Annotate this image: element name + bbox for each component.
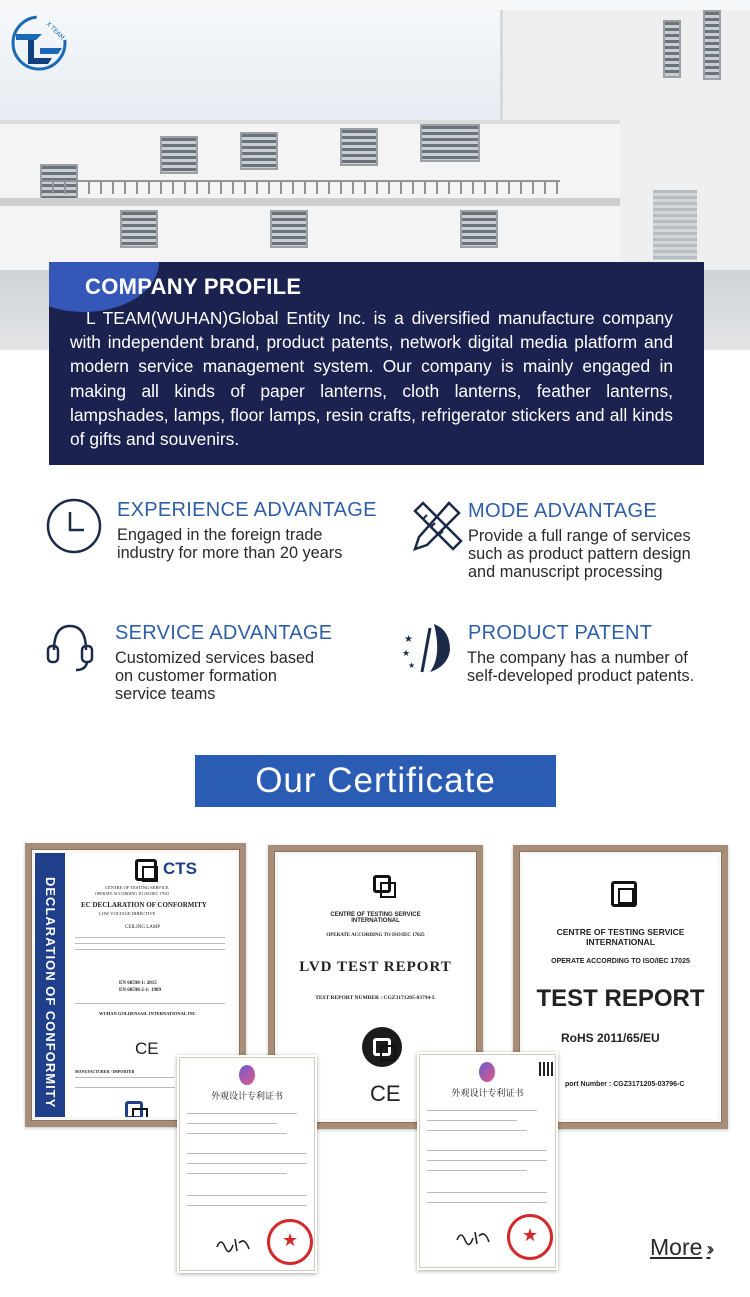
svg-text:X·TEAM: X·TEAM: [44, 20, 66, 42]
cert-title: TEST REPORT: [536, 985, 705, 1012]
cert-title: EC DECLARATION OF CONFORMITY: [81, 901, 207, 909]
text-line: [187, 1163, 307, 1164]
service-advantage: [46, 620, 376, 710]
test-seal: [362, 1027, 402, 1067]
text-line: [75, 1087, 175, 1088]
its-logo: [611, 881, 637, 907]
patent-emblem: [479, 1062, 495, 1082]
advantage-title: MODE ADVANTAGE: [468, 500, 658, 522]
text-line: [427, 1160, 547, 1161]
double-chevron-right-icon: ››: [706, 1239, 711, 1259]
profile-text: L TEAM(WUHAN)Global Entity Inc. is a diversified manufacture company with independent brand, product patents, network digital media platform and modern service management system. Our company is mainly engaged in making all kinds of paper lanterns, cloth lanterns, feather lanterns, lampshades, lamps, floor lamps, resin crafts, refrigerator stickers and all kinds of gifts and souvenirs.: [70, 308, 673, 450]
text-line: [75, 949, 225, 950]
certificate-heading: [195, 755, 556, 807]
building-main: [0, 120, 620, 270]
its-stamp: [125, 1101, 143, 1117]
qr-code: [539, 1062, 553, 1076]
text-line: [427, 1110, 537, 1111]
text-line: [187, 1123, 277, 1124]
advantage-title: EXPERIENCE ADVANTAGE: [117, 499, 377, 521]
svg-text:★: ★: [404, 634, 413, 645]
text-line: [427, 1202, 547, 1203]
balcony-railing: [40, 180, 560, 194]
window: [160, 136, 198, 174]
text-line: [75, 943, 225, 944]
cert-org: CENTRE OF TESTING SERVICE: [105, 885, 169, 890]
cert-report-number: port Number : CGZ3171205-03796-C: [565, 1081, 685, 1088]
profile-title: COMPANY PROFILE: [85, 274, 302, 299]
window: [240, 132, 278, 170]
advantage-title: PRODUCT PATENT: [468, 622, 653, 644]
text-line: [427, 1150, 547, 1151]
declaration-side-band: [35, 853, 65, 1117]
company-logo: [6, 10, 72, 76]
certificate-heading-text: Our Certificate: [255, 761, 496, 800]
product-patent: [400, 620, 740, 700]
window: [340, 128, 378, 166]
floor-slab: [0, 198, 620, 206]
text-line: [187, 1195, 307, 1196]
official-seal: [267, 1219, 313, 1265]
cert-directive: LOW VOLTAGE DIRECTIVE: [99, 911, 156, 916]
patent-certificate-2: [417, 1052, 558, 1270]
window: [703, 10, 721, 80]
experience-advantage: [46, 498, 376, 578]
rolling-shutter: [653, 190, 697, 260]
pencil-ruler-icon: [409, 499, 465, 555]
patent-title: 外观设计专利证书: [451, 1089, 524, 1099]
advantage-desc: Customized services based on customer formation service teams: [115, 649, 315, 703]
patent-certificate-1: [177, 1055, 317, 1273]
cert-company: WUHAN GOLDENSAIL INTERNATIONAL INC: [99, 1011, 197, 1016]
signature: [215, 1235, 251, 1253]
text-line: [187, 1153, 307, 1154]
text-line: [187, 1205, 307, 1206]
patent-emblem: [239, 1065, 255, 1085]
cert-org: CENTRE OF TESTING SERVICE INTERNATIONAL: [556, 927, 685, 947]
official-seal: [507, 1214, 553, 1260]
cert-standard: RoHS 2011/65/EU: [561, 1031, 660, 1045]
cert-manufacturer: MANUFACTURER / IMPORTER: [75, 1069, 135, 1074]
text-line: [427, 1130, 527, 1131]
svg-text:★: ★: [408, 661, 416, 670]
declaration-side-text: DECLARATION OF CONFORMITY: [43, 877, 58, 1109]
ce-mark: CE: [370, 1081, 401, 1106]
cert-report-number: TEST REPORT NUMBER : CGZ3171205-03794-L: [315, 995, 436, 1001]
its-logo: [373, 875, 391, 893]
advantage-desc: Engaged in the foreign trade industry for more than 20 years: [117, 526, 343, 562]
cert-std: EN 60598-2-1: 1989: [119, 988, 161, 993]
advantage-title: SERVICE ADVANTAGE: [115, 622, 333, 644]
its-logo: [373, 1038, 391, 1056]
window: [120, 210, 158, 248]
cts-brand: CTS: [163, 859, 197, 878]
company-profile-panel: [49, 262, 704, 465]
text-line: [75, 1077, 175, 1078]
patent-star-icon: [400, 620, 456, 676]
more-link[interactable]: [650, 1234, 710, 1261]
advantage-desc: Provide a full range of services such as product pattern design and manuscript processing: [468, 527, 691, 581]
cert-product: CEILING LAMP: [125, 925, 161, 930]
cert-std: EN 60598-1: 2015: [119, 981, 157, 986]
window: [663, 20, 681, 78]
ce-mark: CE: [135, 1039, 159, 1058]
text-line: [187, 1173, 287, 1174]
patent-title: 外观设计专利证书: [210, 1092, 283, 1102]
text-line: [427, 1120, 517, 1121]
window: [460, 210, 498, 248]
headset-icon: [46, 620, 102, 676]
cert-title: LVD TEST REPORT: [299, 959, 452, 975]
cert-sub: OPERATE ACCORDING TO ISO/IEC 17025: [95, 891, 170, 896]
advantage-desc: The company has a number of self-developed product patents.: [467, 649, 695, 685]
text-line: [75, 1003, 225, 1004]
mode-advantage: [409, 499, 739, 589]
window: [270, 210, 308, 248]
cert-sub: OPERATE ACCORDING TO ISO/IEC 17025: [326, 933, 425, 938]
text-line: [75, 937, 225, 938]
text-line: [187, 1133, 287, 1134]
signature: [455, 1228, 491, 1246]
its-logo: [135, 859, 157, 881]
svg-text:★: ★: [402, 648, 411, 658]
clock-icon: [46, 498, 102, 554]
text-line: [427, 1170, 527, 1171]
text-line: [187, 1113, 297, 1114]
window: [420, 124, 480, 162]
more-label: More: [650, 1234, 703, 1260]
text-line: [427, 1192, 547, 1193]
cert-org: CENTRE OF TESTING SERVICE INTERNATIONAL: [330, 912, 421, 924]
cert-sub: OPERATE ACCORDING TO ISO/IEC 17025: [551, 958, 690, 965]
